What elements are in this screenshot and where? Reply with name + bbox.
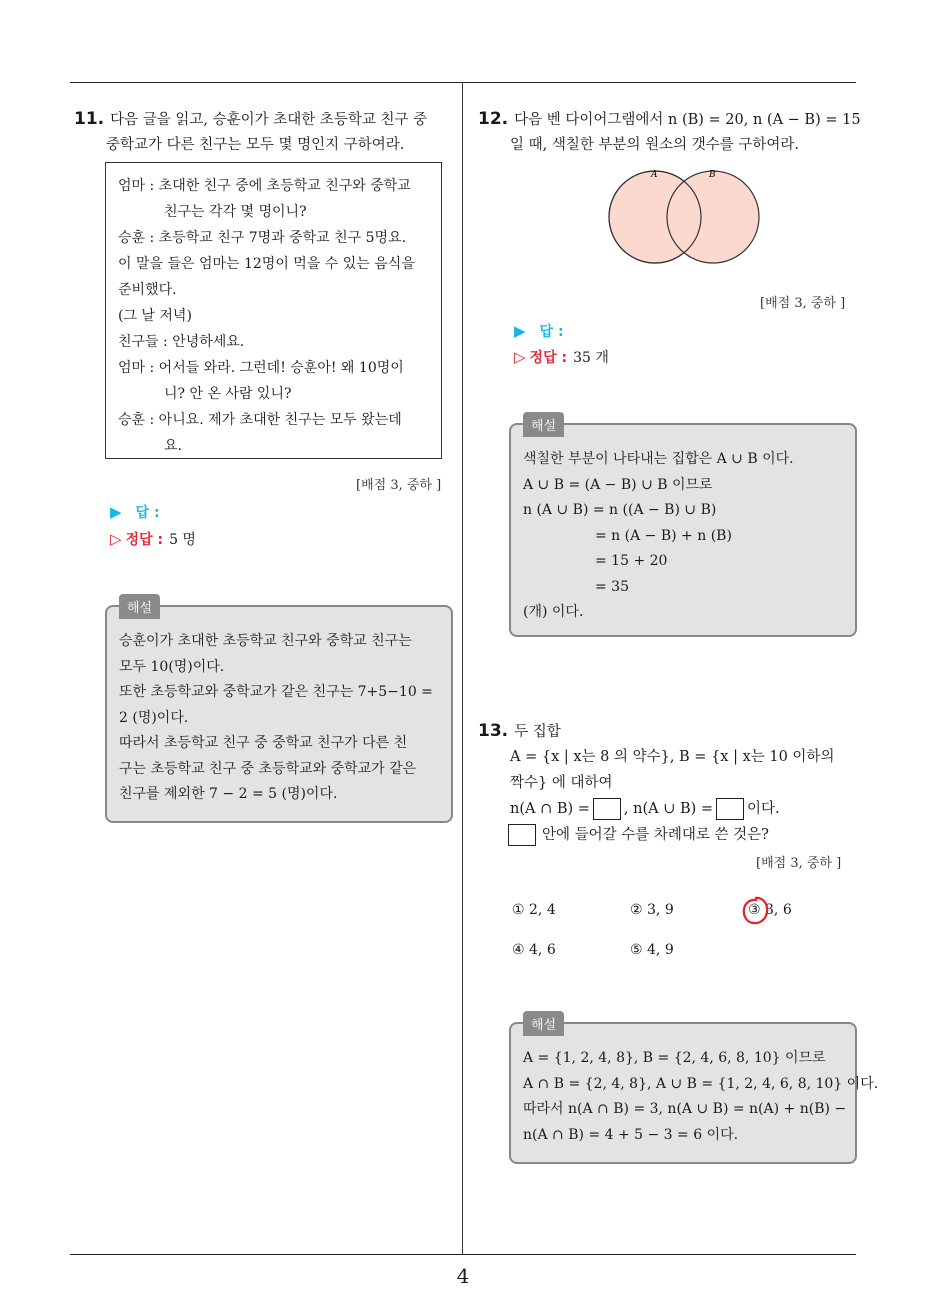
venn-diagram	[605, 165, 765, 270]
dialog-line: 이 말을 들은 엄마는 12명이 먹을 수 있는 음식을	[118, 256, 415, 272]
column-divider	[462, 82, 463, 1254]
q11-score: [배점 3, 중하 ]	[356, 478, 442, 493]
q11-explanation-box	[105, 601, 453, 823]
page-number: 4	[456, 1264, 470, 1288]
play-arrow-icon: ▶	[514, 322, 526, 340]
explanation-line: = n (A − B) + n (B)	[595, 527, 732, 544]
q11-answer-row	[110, 502, 160, 522]
q13-line4-c: 이다.	[747, 801, 780, 817]
choice-4[interactable]	[512, 942, 556, 958]
venn-label-a: A	[651, 170, 658, 180]
venn-label-b: B	[709, 170, 716, 180]
dialog-line: 승훈 : 초등학교 친구 7명과 중학교 친구 5명요.	[118, 230, 407, 246]
explanation-line: n (A ∪ B) = n ((A − B) ∪ B)	[523, 502, 717, 518]
q12-line2: 일 때, 색칠한 부분의 원소의 갯수를 구하여라.	[510, 137, 799, 153]
choice-5-text: 4, 9	[647, 942, 674, 958]
dialog-line: (그 날 저녁)	[118, 308, 192, 324]
explanation-line: A = {1, 2, 4, 8}, B = {2, 4, 6, 8, 10} 이므로	[523, 1050, 826, 1066]
choice-1-text: 2, 4	[529, 902, 556, 918]
q13-explanation-tab: 해설	[523, 1011, 564, 1036]
explanation-line: 색칠한 부분이 나타내는 집합은 A ∪ B 이다.	[523, 451, 794, 467]
explanation-line: 2 (명)이다.	[119, 709, 189, 726]
explanation-line: 모두 10(명)이다.	[119, 658, 225, 675]
choice-1[interactable]	[512, 902, 556, 918]
choice-4-text: 4, 6	[529, 942, 556, 958]
bottom-rule	[70, 1254, 856, 1255]
q11-text-1: 다음 글을 읽고, 승훈이가 초대한 초등학교 친구 중	[110, 112, 428, 128]
q13-line2: A = {x | x는 8 의 약수}, B = {x | x는 10 이하의	[510, 749, 835, 765]
q13-line1	[478, 718, 561, 745]
q12-answer-row	[514, 321, 564, 341]
q11-correct-row	[110, 529, 196, 549]
choice-3-mark: ③	[748, 902, 761, 918]
outline-arrow-icon: ▷	[514, 348, 526, 366]
explanation-line: = 35	[595, 578, 629, 595]
q12-correct-value: 35 개	[573, 350, 609, 366]
q11-correct-label: 정답 :	[125, 532, 164, 548]
q13-line5	[508, 822, 769, 848]
choice-2[interactable]	[630, 902, 674, 918]
explanation-line: A ∩ B = {2, 4, 8}, A ∪ B = {1, 2, 4, 6, 8, 10} 이다.	[523, 1075, 879, 1092]
explanation-line: 친구를 제외한 7 − 2 = 5 (명)이다.	[119, 786, 338, 802]
explanation-line: 따라서 n(A ∩ B) = 3, n(A ∪ B) = n(A) + n(B) −	[523, 1101, 847, 1117]
dialog-line: 엄마 : 초대한 친구 중에 초등학교 친구와 중학교	[118, 178, 411, 194]
choice-2-mark: ②	[630, 902, 643, 918]
q13-explanation-box	[509, 1018, 879, 1164]
dialog-line: 엄마 : 어서들 와라. 그런데! 승훈아! 왜 10명이	[118, 360, 404, 376]
q12-correct-row	[514, 347, 609, 367]
q13-line5-text: 안에 들어갈 수를 차례대로 쓴 것은?	[542, 827, 769, 843]
choice-5-mark: ⑤	[630, 942, 643, 958]
q12-explanation-box	[509, 419, 857, 637]
q11-dialog-box	[105, 162, 442, 459]
q13-text-1: 두 집합	[514, 724, 561, 740]
venn-circle-b	[667, 171, 759, 263]
dialog-line: 준비했다.	[118, 282, 177, 298]
explanation-line: = 15 + 20	[595, 553, 668, 569]
q13-line4-a: n(A ∩ B) =	[510, 801, 590, 817]
outline-arrow-icon: ▷	[110, 530, 122, 548]
q12-text-1: 다음 벤 다이어그램에서 n (B) = 20, n (A − B) = 15	[514, 112, 861, 128]
explanation-line: 또한 초등학교와 중학교가 같은 친구는 7+5−10 =	[119, 684, 433, 700]
play-arrow-icon: ▶	[110, 503, 122, 521]
dialog-line: 니? 안 온 사람 있니?	[164, 386, 292, 402]
dialog-line: 요.	[164, 438, 182, 454]
choice-2-text: 3, 9	[647, 902, 674, 918]
q11-correct-value: 5 명	[169, 532, 196, 548]
q13-score: [배점 3, 중하 ]	[756, 856, 842, 871]
q12-answer-label: 답 :	[539, 324, 564, 340]
explanation-line: A ∪ B = (A − B) ∪ B 이므로	[523, 476, 713, 493]
q12-correct-label: 정답 :	[529, 350, 568, 366]
q11-line2: 중학교가 다른 친구는 모두 몇 명인지 구하여라.	[106, 137, 405, 153]
explanation-line: n(A ∩ B) = 4 + 5 − 3 = 6 이다.	[523, 1126, 739, 1143]
explanation-line: 따라서 초등학교 친구 중 중학교 친구가 다른 친	[119, 735, 408, 751]
q13-number: 13.	[478, 721, 509, 741]
q12-number: 12.	[478, 109, 509, 129]
q12-score: [배점 3, 중하 ]	[760, 296, 846, 311]
explanation-line: (개) 이다.	[523, 604, 584, 620]
choice-4-mark: ④	[512, 942, 525, 958]
q11-answer-label: 답 :	[135, 505, 160, 521]
q12-explanation-tab: 해설	[523, 412, 564, 437]
q11-number: 11.	[74, 109, 105, 129]
dialog-line: 친구는 각각 몇 명이니?	[164, 204, 307, 220]
top-rule	[70, 82, 856, 83]
blank-box	[508, 824, 536, 846]
q13-line4	[510, 796, 780, 822]
q13-line4-b: , n(A ∪ B) =	[623, 801, 714, 817]
choice-1-mark: ①	[512, 902, 525, 918]
blank-box	[716, 798, 744, 820]
q13-line3: 짝수} 에 대하여	[510, 775, 613, 791]
choice-3-text: 3, 6	[765, 902, 792, 918]
q11-line1	[74, 106, 427, 133]
explanation-line: 승훈이가 초대한 초등학교 친구와 중학교 친구는	[119, 633, 412, 649]
q11-explanation-tab: 해설	[119, 594, 160, 619]
q12-line1	[478, 106, 861, 133]
blank-box	[593, 798, 621, 820]
dialog-line: 친구들 : 안녕하세요.	[118, 334, 245, 350]
choice-5[interactable]	[630, 942, 674, 958]
explanation-line: 구는 초등학교 친구 중 초등학교와 중학교가 같은	[119, 760, 417, 777]
dialog-line: 승훈 : 아니요. 제가 초대한 친구는 모두 왔는데	[118, 412, 402, 428]
answer-circle-mark	[740, 895, 770, 927]
